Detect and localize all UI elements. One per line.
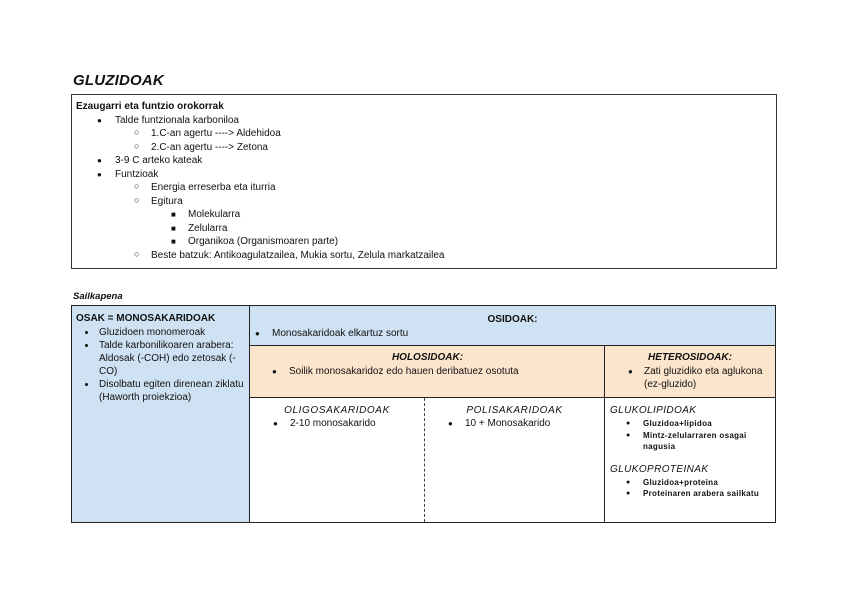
bullet-disc-icon: ● xyxy=(626,431,631,439)
list-item: ■ Organikoa (Organismoaren parte) xyxy=(171,236,339,247)
polisakaridoak-title: POLISAKARIDOAK xyxy=(466,405,563,416)
list-item: ● Gluzidoa+proteina xyxy=(626,477,719,487)
bullet-disc-icon: ● xyxy=(626,420,631,427)
list-item: ● 2-10 monosakarido xyxy=(273,418,376,429)
list-item: ○ 1.C-an agertu ----> Aldehidoa xyxy=(134,127,281,139)
bullet-circle-icon: ○ xyxy=(134,248,140,259)
bullet-disc-icon: ● xyxy=(97,156,102,165)
list-item: ● Talde funtzionala karboniloa xyxy=(97,114,239,126)
glukoproteinak-title: GLUKOPROTEINAK xyxy=(610,463,709,475)
document-title: GLUZIDOAK xyxy=(73,72,164,89)
bullet-disc-icon: ● xyxy=(628,367,633,376)
bullet-square-icon: ■ xyxy=(171,237,176,246)
list-item: ● Monosakaridoak elkartuz sortu xyxy=(255,328,409,339)
osak-title: OSAK = MONOSAKARIDOAK xyxy=(76,313,216,324)
bullet-disc-icon: ● xyxy=(97,169,102,179)
bullet-square-icon: ■ xyxy=(171,210,176,219)
list-item: ○ Egitura xyxy=(134,194,183,207)
osidoak-cell xyxy=(250,306,775,346)
list-item: • Talde karbonilikoaren arabera: Aldosak (-COH) edo zetosak (-CO) xyxy=(97,339,245,378)
list-item: ● 3-9 C arteko kateak xyxy=(97,155,203,166)
heterosidoak-title: HETEROSIDOAK: xyxy=(648,352,732,363)
bullet-disc-icon: ● xyxy=(272,367,277,376)
bullet-disc-icon: ● xyxy=(273,419,278,428)
list-item: ■ Zelularra xyxy=(171,222,228,234)
bullet-disc-icon: ● xyxy=(255,329,260,338)
list-item: ● Proteinaren arabera sailkatu xyxy=(626,489,760,498)
glukoproteinak-list xyxy=(610,477,770,500)
list-item: ○ Energia erreserba eta iturria xyxy=(134,181,276,193)
general-features-box xyxy=(71,94,777,269)
list-item: ● 10 + Monosakarido xyxy=(448,418,551,429)
glukolipidoak-list xyxy=(610,418,770,453)
list-item: • Disolbatu egiten direnean ziklatu (Haworth proiekzioa) xyxy=(97,378,245,404)
osak-cell xyxy=(72,306,250,522)
bullet-circle-icon: ○ xyxy=(134,181,140,191)
list-item: • Gluzidoen monomeroak xyxy=(97,326,245,339)
oligosakaridoak-cell xyxy=(250,398,425,522)
oligosakaridoak-title: OLIGOSAKARIDOAK xyxy=(284,405,390,416)
section-subtitle: Sailkapena xyxy=(73,291,123,302)
general-features-heading: Ezaugarri eta funtzio orokorrak xyxy=(76,101,224,112)
bullet-square-icon: ■ xyxy=(171,223,176,233)
bullet-circle-icon: ○ xyxy=(134,194,140,205)
list-item: ● Funtzioak xyxy=(97,168,159,180)
holosidoak-cell xyxy=(250,346,605,398)
bullet-disc-icon: ● xyxy=(448,419,453,428)
osidoak-title: OSIDOAK: xyxy=(487,314,538,325)
polisakaridoak-cell xyxy=(425,398,605,522)
glukolipidoak-title: GLUKOLIPIDOAK xyxy=(610,405,697,416)
list-item: ■ Molekularra xyxy=(171,209,241,220)
list-item: ● Gluzidoa+lipidoa xyxy=(626,419,713,428)
list-item: ● Zati gluzidiko eta aglukona (ez-gluzido) xyxy=(628,366,763,390)
list-item: ● Mintz-zelularraren osagai nagusia xyxy=(626,430,747,451)
bullet-disc-icon: ● xyxy=(97,115,102,125)
gluko-cell xyxy=(605,398,775,522)
osak-list xyxy=(76,326,245,404)
list-item: ● Soilik monosakaridoz edo hauen deribatuez osotuta xyxy=(272,366,519,377)
list-item: ○ Beste batzuk: Antikoagulatzailea, Mukia sortu, Zelula markatzailea xyxy=(134,248,445,261)
list-item: ○ 2.C-an agertu ----> Zetona xyxy=(134,140,268,153)
bullet-circle-icon: ○ xyxy=(134,140,140,151)
heterosidoak-cell xyxy=(605,346,775,398)
bullet-disc-icon: ● xyxy=(626,490,631,497)
classification-table xyxy=(71,305,776,523)
holosidoak-title: HOLOSIDOAK: xyxy=(391,352,464,363)
bullet-disc-icon: ● xyxy=(626,478,631,486)
bullet-circle-icon: ○ xyxy=(134,127,140,137)
